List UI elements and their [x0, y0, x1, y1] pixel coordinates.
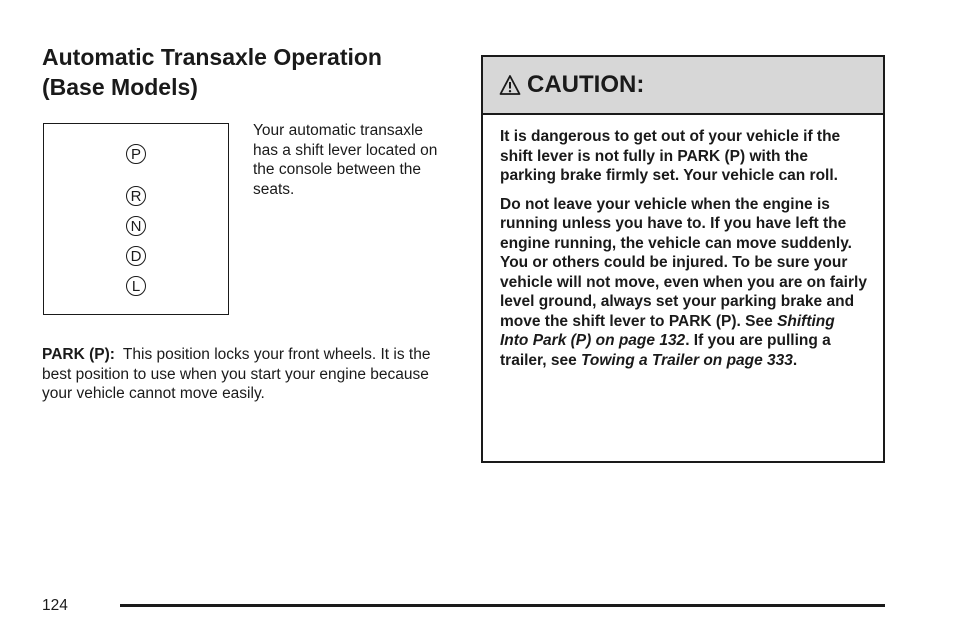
gear-l-icon: L	[126, 276, 146, 296]
caution-text-start: Do not leave your vehicle when the engine is running unless you have to. If you have left the engine running, the vehicle can move suddenly. You or others could be injured. To be sure your vehicle will not move, even when you are on fairly level ground, always set your parking brake and move the shift lever to PARK (P). See	[500, 195, 867, 330]
caution-paragraph-1: It is dangerous to get out of your vehicle if the shift lever is not fully in PARK (P) with the parking brake firmly set. Your vehicle can roll.	[500, 128, 841, 184]
caution-box	[481, 55, 885, 463]
caution-body	[483, 115, 883, 370]
caution-header	[483, 57, 883, 115]
caution-paragraph-2	[500, 195, 867, 371]
caution-text-end: .	[792, 351, 798, 369]
park-paragraph	[42, 345, 442, 404]
gear-p-icon: P	[126, 144, 146, 164]
gear-r-icon: R	[126, 186, 146, 206]
page-number: 124	[42, 597, 68, 614]
shifting-into-park-reference: Shifting Into Park (P) on page 132	[500, 312, 835, 349]
gear-d-icon: D	[126, 246, 146, 266]
park-label: PARK (P):	[42, 346, 115, 363]
warning-triangle-icon	[499, 74, 521, 96]
gear-n-icon: N	[126, 216, 146, 236]
park-text: This position locks your front wheels. It is the best position to use when you start your engine because your vehicle cannot move easily.	[42, 346, 431, 402]
caution-text-middle: . If you are pulling a trailer, see	[500, 332, 831, 369]
caution-title: CAUTION:	[527, 71, 645, 98]
shift-lever-illustration	[43, 123, 229, 315]
footer-rule	[120, 604, 885, 607]
page-heading: Automatic Transaxle Operation (Base Models)	[42, 44, 382, 100]
intro-paragraph: Your automatic transaxle has a shift lever located on the console between the seats.	[253, 122, 438, 198]
towing-trailer-reference: Towing a Trailer on page 333	[581, 351, 793, 369]
